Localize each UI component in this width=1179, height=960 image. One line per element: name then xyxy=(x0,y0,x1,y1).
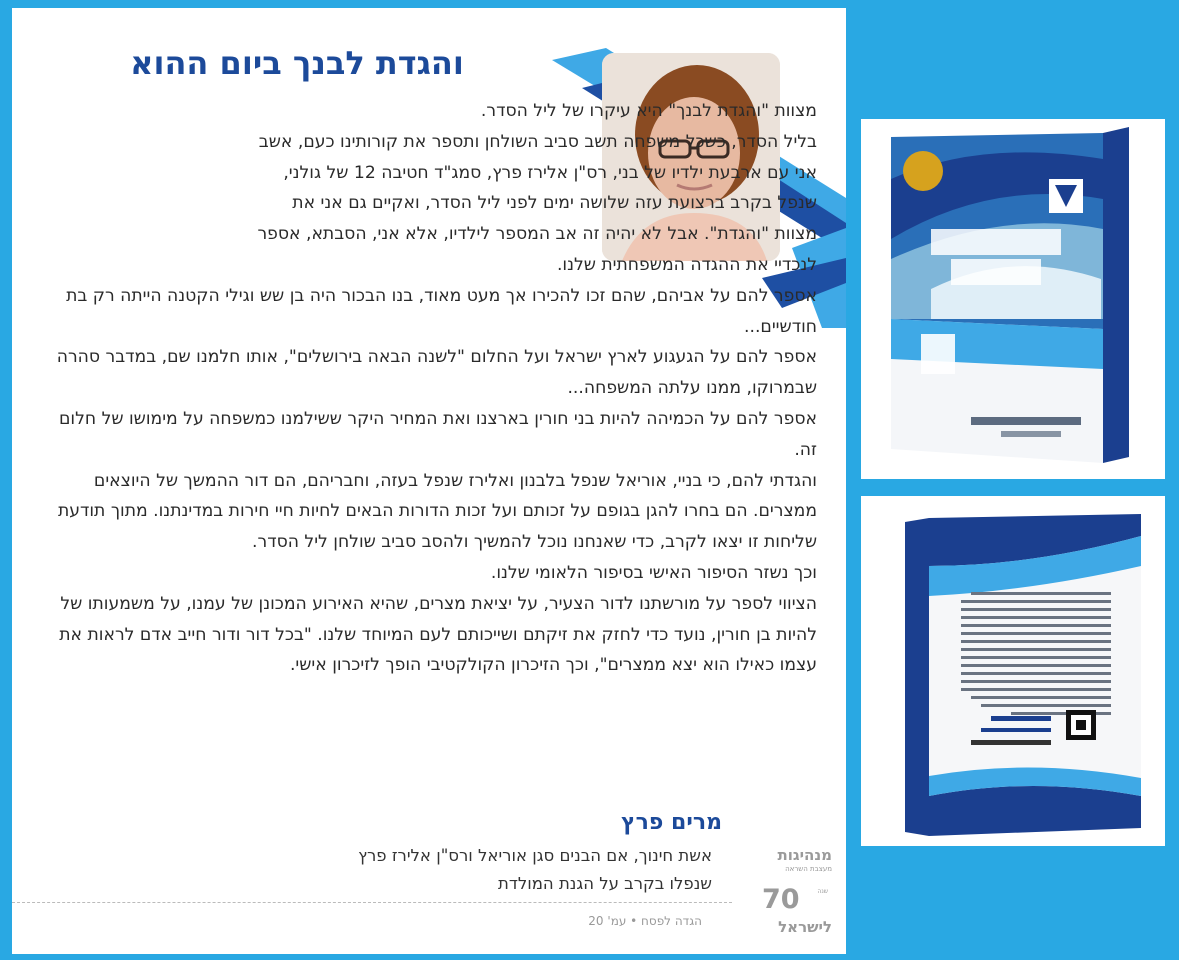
article-page xyxy=(12,8,846,954)
paragraph: בליל הסדר, כשכל משפחה תשב סביב השולחן ותספר את קורותינו כעם, אשב אני עם ארבעת ילדיו של בני, רס"ן אלירז פרץ, סמג"ד חטיבה 12 של גולני, שנפל בקרב ברצועת עזה שלושה ימים לפני ליל הסדר, ואקיים גם אני את מצוות "והגדת". אבל לא יהיה זה אב המספר לילדיו, אלא אני, הסבתא, אספר לנכדיי את ההגדה המשפחתית שלנו. xyxy=(257,131,817,275)
paragraph: אספר להם על הגעגוע לארץ ישראל ועל החלום "לשנה הבאה בירושלים", אותו חלמנו שם, במדבר סהרה שבמרוקו, ממנו עלתה המשפחה... xyxy=(56,347,817,399)
logo-subline: מעצבת השראה xyxy=(785,865,832,873)
article-body xyxy=(32,96,817,681)
author-description: שנפלו בקרב על הגנת המולדת xyxy=(497,874,712,893)
paragraph: אספר להם על אביהם, שהם זכו להכירו אך מעט מאוד, בנו הבכור היה בן שש וגילי הקטנה הייתה רק בת חודשיים... xyxy=(66,285,817,337)
logo-side-text: שנה xyxy=(817,888,828,895)
paragraph: וכך נשזר הסיפור האישי בסיפור הלאומי שלנו. xyxy=(490,562,817,583)
book-cover-back-image xyxy=(861,496,1165,846)
paragraph: אספר להם על הכמיהה להיות בני חורין בארצנו ואת המחיר היקר ששילמנו כמשפחה על מימושו של חלום זה. xyxy=(59,408,817,460)
author-name: מרים פרץ xyxy=(621,810,722,835)
footer-divider xyxy=(12,902,732,903)
paragraph: הציווי לספר על מורשתנו לדור הצעיר, על יציאת מצרים, שהיא האירוע המכונן של עמנו, על משמעותו של להיות בן חורין, נועד כדי לחזק את זיקתם ושייכותם לעם המיוחד שלנו. "בכל דור ודור חייב אדם לראות את עצמו כאילו הוא יצא ממצרים", וכך הזיכרון הקולקטיבי הופך לזיכרון אישי. xyxy=(59,593,817,676)
page-footer: הגדה לפסח • עמ' 20 xyxy=(588,914,702,928)
logo-line: לישראל xyxy=(778,918,832,936)
author-description: אשת חינוך, אם הבנים סגן אוריאל ורס"ן אלירז פרץ xyxy=(358,846,712,865)
paragraph: והגדתי להם, כי בניי, אוריאל שנפל בלבנון ואלירז שנפל בעזה, וחבריהם, הם דור ההמשך של היוצאים ממצרים. הם בחרו להגן בגופם על זכותם ועל זכות הדורות הבאים לחיות חיי חירות במדינתנו. מתוך תודעת שליחות זו יצאו לקרב, כדי שאנחנו נוכל להמשיך ולהסב סביב שולחן ליל הסדר. xyxy=(57,470,817,553)
paragraph: מצוות "והגדת לבנך" היא עיקרו של ליל הסדר. xyxy=(480,101,817,121)
book-cover-front-image xyxy=(861,119,1165,479)
leadership-70-logo xyxy=(752,846,832,942)
page-title: והגדת לבנך ביום ההוא xyxy=(130,44,464,82)
logo-number: 70 xyxy=(762,884,800,915)
logo-line: מנהיגות xyxy=(777,846,832,864)
